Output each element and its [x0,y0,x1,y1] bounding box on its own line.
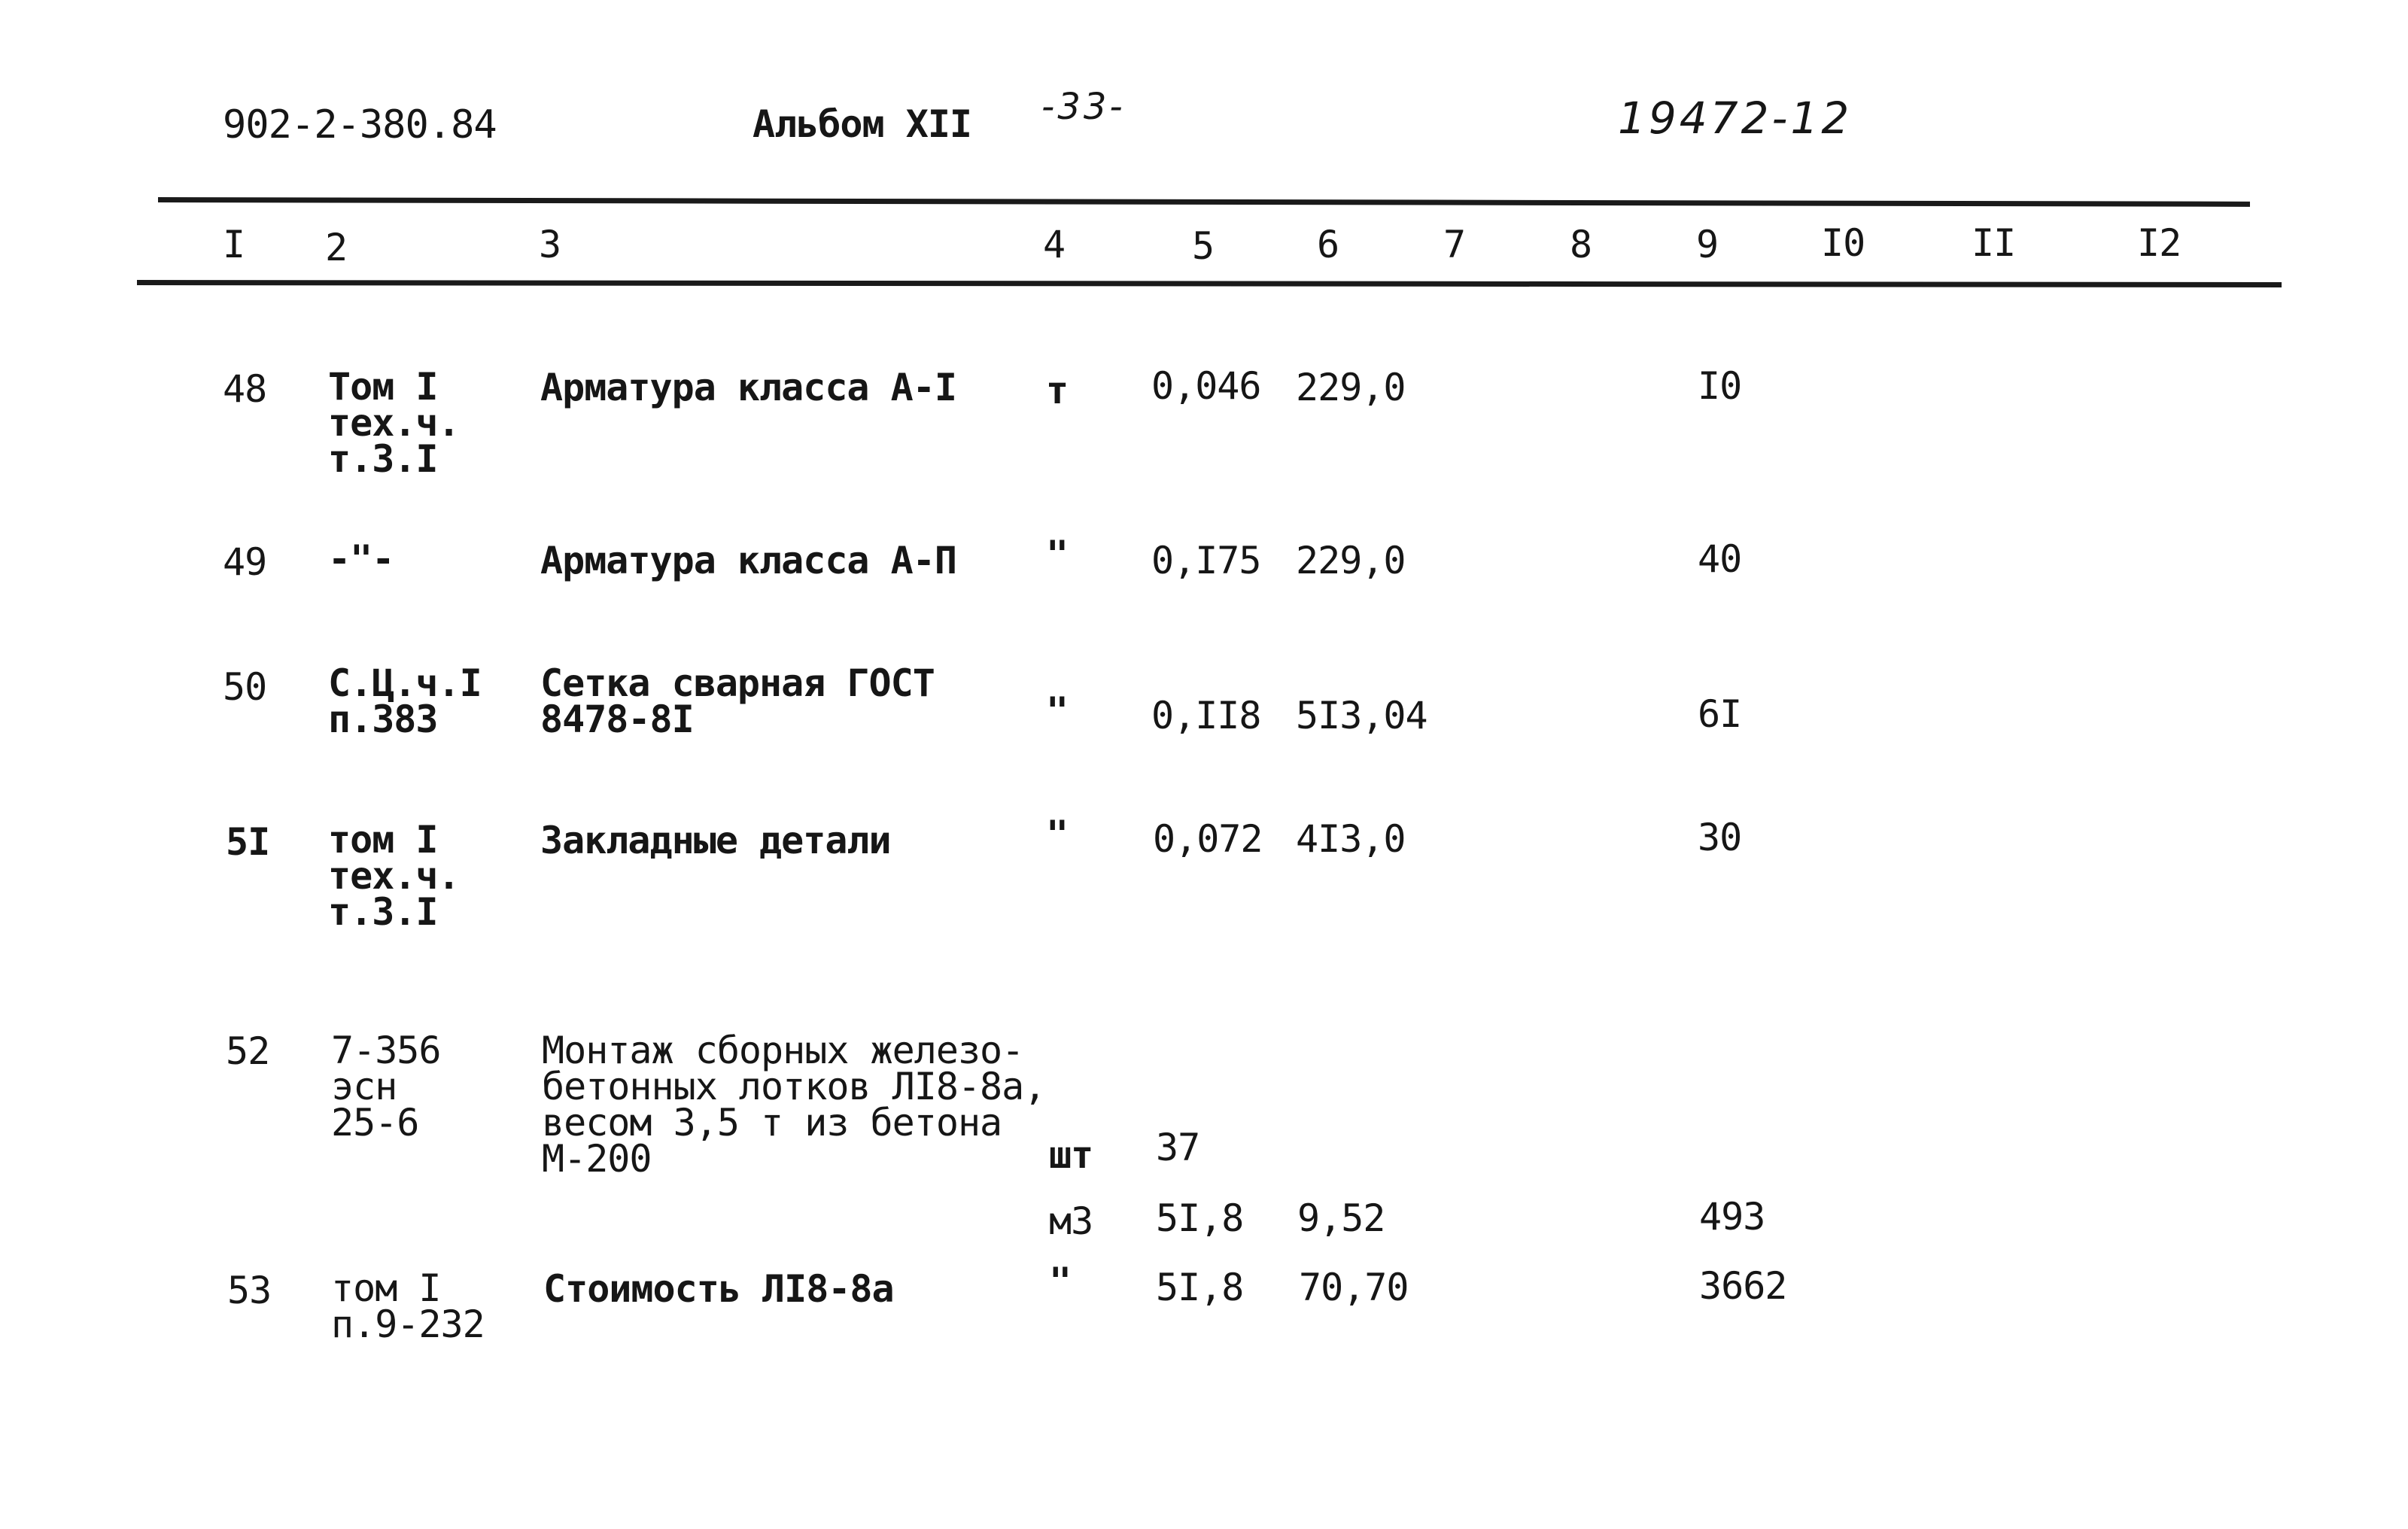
row-quantity: 0,II8 [1151,694,1261,737]
row-quantity: 0,046 [1151,364,1261,408]
row-unit: т [1046,369,1069,412]
col-header-2: 2 [325,226,348,269]
col-header-3: 3 [539,223,561,266]
row-reference: -"- [328,537,394,581]
row-quantity-secondary: 5I,8 [1156,1196,1244,1240]
header-top-rule [158,197,2250,207]
row-total-secondary: 493 [1699,1195,1765,1239]
row-number: 52 [226,1029,270,1073]
row-quantity: 5I,8 [1156,1266,1244,1309]
col-header-12: I2 [2137,221,2181,265]
row-number: 5I [226,820,270,864]
row-total: 40 [1698,537,1742,581]
page-number: -33- [1041,86,1126,128]
row-name: Арматура класса А-I [540,366,956,409]
row-reference: том I тех.ч. т.3.I [328,818,460,934]
row-name: Закладные детали [540,819,891,862]
row-number: 49 [223,540,267,584]
col-header-1: I [223,223,245,266]
row-name: Сетка сварная ГОСТ 8478-8I [540,661,935,741]
row-unit-price: 4I3,0 [1296,817,1406,861]
row-total: 6I [1698,692,1742,736]
handwritten-number: 19472-12 [1618,93,1853,144]
col-header-6: 6 [1317,223,1339,266]
row-quantity: 0,072 [1153,817,1263,861]
row-reference: том I п.9-232 [331,1266,485,1346]
row-name: Монтаж сборных железо- бетонных лотков ЛI8-8а, весом 3,5 т из бетона М-200 [542,1029,1046,1181]
col-header-8: 8 [1570,223,1592,266]
row-unit-price: 5I3,04 [1296,694,1427,737]
row-total: 30 [1698,816,1742,859]
col-header-10: I0 [1821,221,1865,265]
row-quantity: 0,I75 [1151,539,1261,582]
row-reference: 7-356 эсн 25-6 [331,1029,441,1144]
row-name: Стоимость ЛI8-8а [543,1267,894,1311]
doc-code: 902-2-380.84 [223,102,497,147]
row-unit: " [1046,689,1069,733]
col-header-11: II [1972,221,2016,265]
row-total: 3662 [1699,1264,1787,1308]
row-unit: шт [1049,1133,1093,1177]
row-number: 48 [223,367,267,411]
header-bottom-rule [137,280,2282,287]
row-unit: " [1046,813,1069,856]
row-reference: Том I тех.ч. т.3.I [328,365,460,481]
row-unit-price-secondary: 9,52 [1297,1196,1385,1240]
album-label: Альбом XII [752,102,972,146]
row-quantity: 37 [1156,1126,1200,1169]
row-number: 53 [227,1269,272,1312]
row-reference: С.Ц.ч.I п.383 [328,661,482,741]
row-number: 50 [223,665,267,709]
row-unit-secondary: м3 [1049,1199,1093,1243]
row-total: I0 [1698,364,1742,408]
row-unit-price: 70,70 [1299,1266,1409,1309]
col-header-7: 7 [1443,223,1466,266]
col-header-5: 5 [1192,224,1215,268]
row-unit: " [1049,1260,1072,1303]
row-name: Арматура класса А-П [540,539,956,582]
row-unit: " [1046,533,1069,576]
col-header-9: 9 [1696,223,1719,266]
row-unit-price: 229,0 [1296,366,1406,409]
col-header-4: 4 [1043,223,1066,266]
row-unit-price: 229,0 [1296,539,1406,582]
